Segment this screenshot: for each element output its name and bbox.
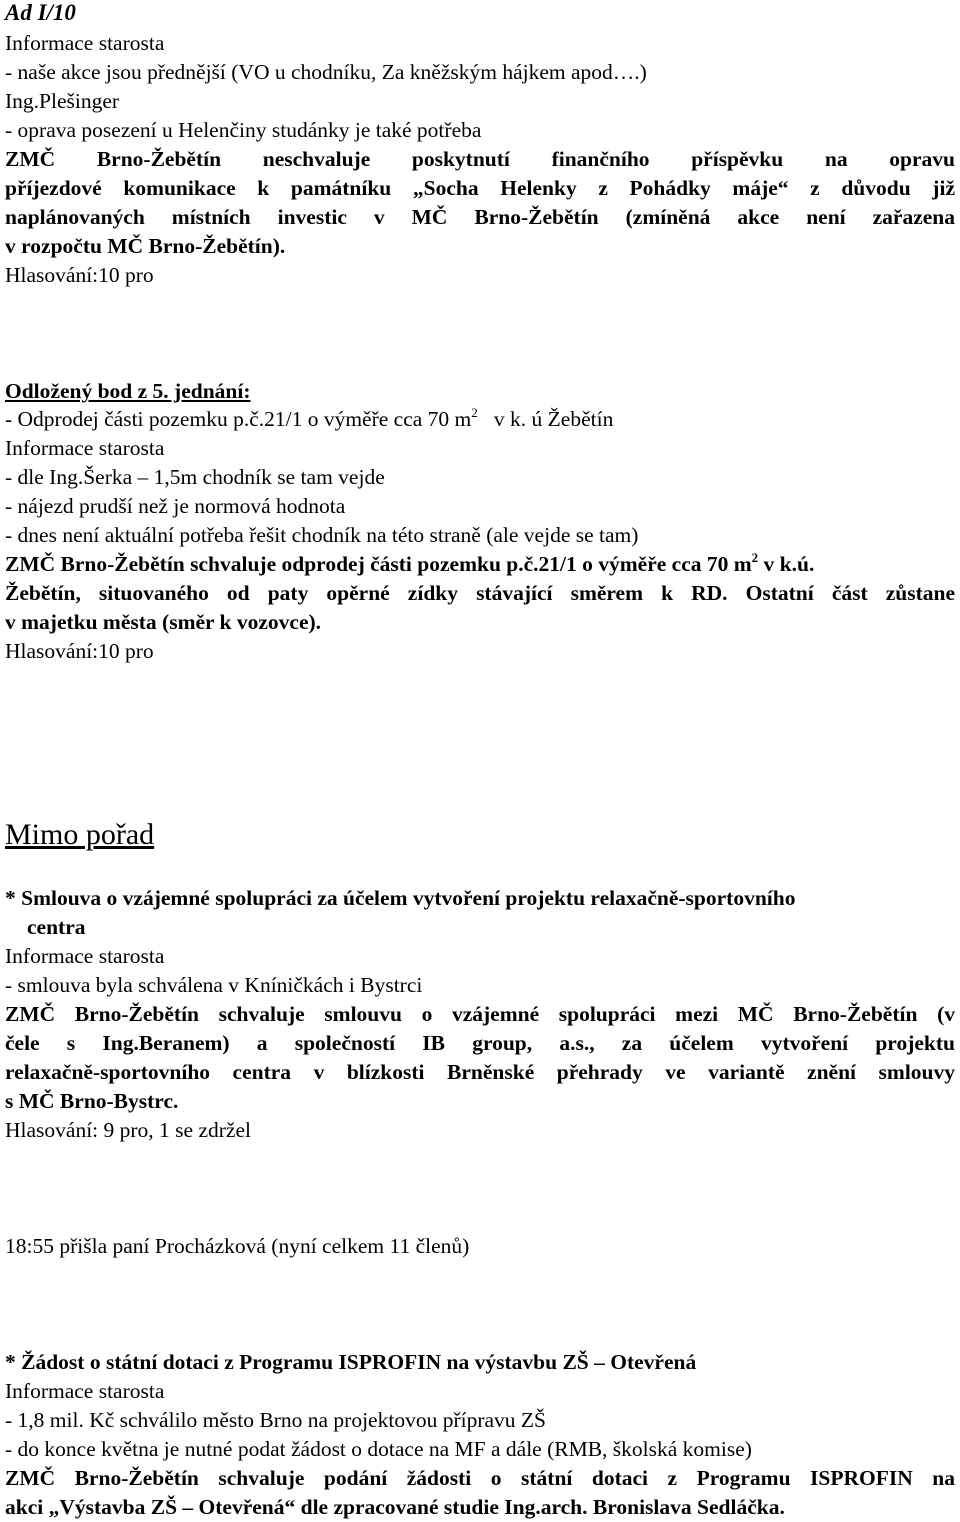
section-title: Odložený bod z 5. jednání: xyxy=(5,379,251,403)
note-line: - smlouva byla schválena v Kníničkách i Bystrci xyxy=(5,973,423,997)
vote-result: Hlasování: 9 pro, 1 se zdržel xyxy=(5,1118,251,1142)
agenda-item-text: - Odprodej části pozemku p.č.21/1 o výměře cca 70 m xyxy=(5,407,472,431)
note-line: - 1,8 mil. Kč schválilo město Brno na projektovou přípravu ZŠ xyxy=(5,1408,546,1432)
resolution-line xyxy=(5,550,814,579)
section-header: Ad I/10 xyxy=(5,0,76,25)
note-line: - dnes není aktuální potřeba řešit chodník na této straně (ale vejde se tam) xyxy=(5,523,639,547)
resolution-line: naplánovaných místních investic v MČ Brno-Žebětín (zmíněná akce není zařazena xyxy=(5,205,955,229)
resolution-line: Žebětín, situovaného od paty opěrné zídky stávající směrem k RD. Ostatní část zůstane xyxy=(5,581,955,605)
superscript: 2 xyxy=(471,405,478,420)
agenda-item xyxy=(5,405,613,434)
resolution-line: ZMČ Brno-Žebětín schvaluje podání žádosti o státní dotaci z Programu ISPROFIN na xyxy=(5,1466,955,1490)
section-title: Mimo pořad xyxy=(5,818,155,851)
agenda-item: centra xyxy=(27,915,86,939)
arrival-note: 18:55 přišla paní Procházková (nyní celkem 11 členů) xyxy=(5,1234,470,1258)
resolution-line: čele s Ing.Beranem) a společností IB group, a.s., za účelem vytvoření projektu xyxy=(5,1031,955,1055)
note-line: - oprava posezení u Helenčiny studánky je také potřeba xyxy=(5,118,482,142)
agenda-item: * Žádost o státní dotaci z Programu ISPROFIN na výstavbu ZŠ – Otevřená xyxy=(5,1350,697,1374)
agenda-item-text: v k. ú Žebětín xyxy=(493,407,614,431)
resolution-line: v majetku města (směr k vozovce). xyxy=(5,610,322,634)
resolution-line: ZMČ Brno-Žebětín schvaluje smlouvu o vzájemné spolupráci mezi MČ Brno-Žebětín (v xyxy=(5,1002,955,1026)
note-line: - dle Ing.Šerka – 1,5m chodník se tam vejde xyxy=(5,465,385,489)
resolution-line: akci „Výstavba ZŠ – Otevřená“ dle zpracované studie Ing.arch. Bronislava Sedláčka. xyxy=(5,1495,785,1519)
info-label: Informace starosta xyxy=(5,1379,165,1403)
resolution-line: relaxačně-sportovního centra v blízkosti Brněnské přehrady ve variantě znění smlouvy xyxy=(5,1060,955,1084)
resolution-text: ZMČ Brno-Žebětín schvaluje odprodej části pozemku p.č.21/1 o výměře cca 70 m xyxy=(5,552,752,576)
note-line: - do konce května je nutné podat žádost o dotace na MF a dále (RMB, školská komise) xyxy=(5,1437,752,1461)
resolution-line: ZMČ Brno-Žebětín neschvaluje poskytnutí finančního příspěvku na opravu xyxy=(5,147,955,171)
person-name: Ing.Plešinger xyxy=(5,89,120,113)
resolution-line: příjezdové komunikace k památníku „Socha Helenky z Pohádky máje“ z důvodu již xyxy=(5,176,955,200)
info-label: Informace starosta xyxy=(5,944,165,968)
agenda-item: * Smlouva o vzájemné spolupráci za účelem vytvoření projektu relaxačně-sportovního xyxy=(5,886,796,910)
resolution-line: s MČ Brno-Bystrc. xyxy=(5,1089,179,1113)
superscript: 2 xyxy=(751,550,759,565)
resolution-line: v rozpočtu MČ Brno-Žebětín). xyxy=(5,234,286,258)
resolution-text: v k.ú. xyxy=(763,552,815,576)
info-label: Informace starosta xyxy=(5,31,165,55)
vote-result: Hlasování:10 pro xyxy=(5,639,154,663)
vote-result: Hlasování:10 pro xyxy=(5,263,154,287)
note-line: - naše akce jsou přednější (VO u chodníku, Za kněžským hájkem apod….) xyxy=(5,60,647,84)
info-label: Informace starosta xyxy=(5,436,165,460)
note-line: - nájezd prudší než je normová hodnota xyxy=(5,494,346,518)
